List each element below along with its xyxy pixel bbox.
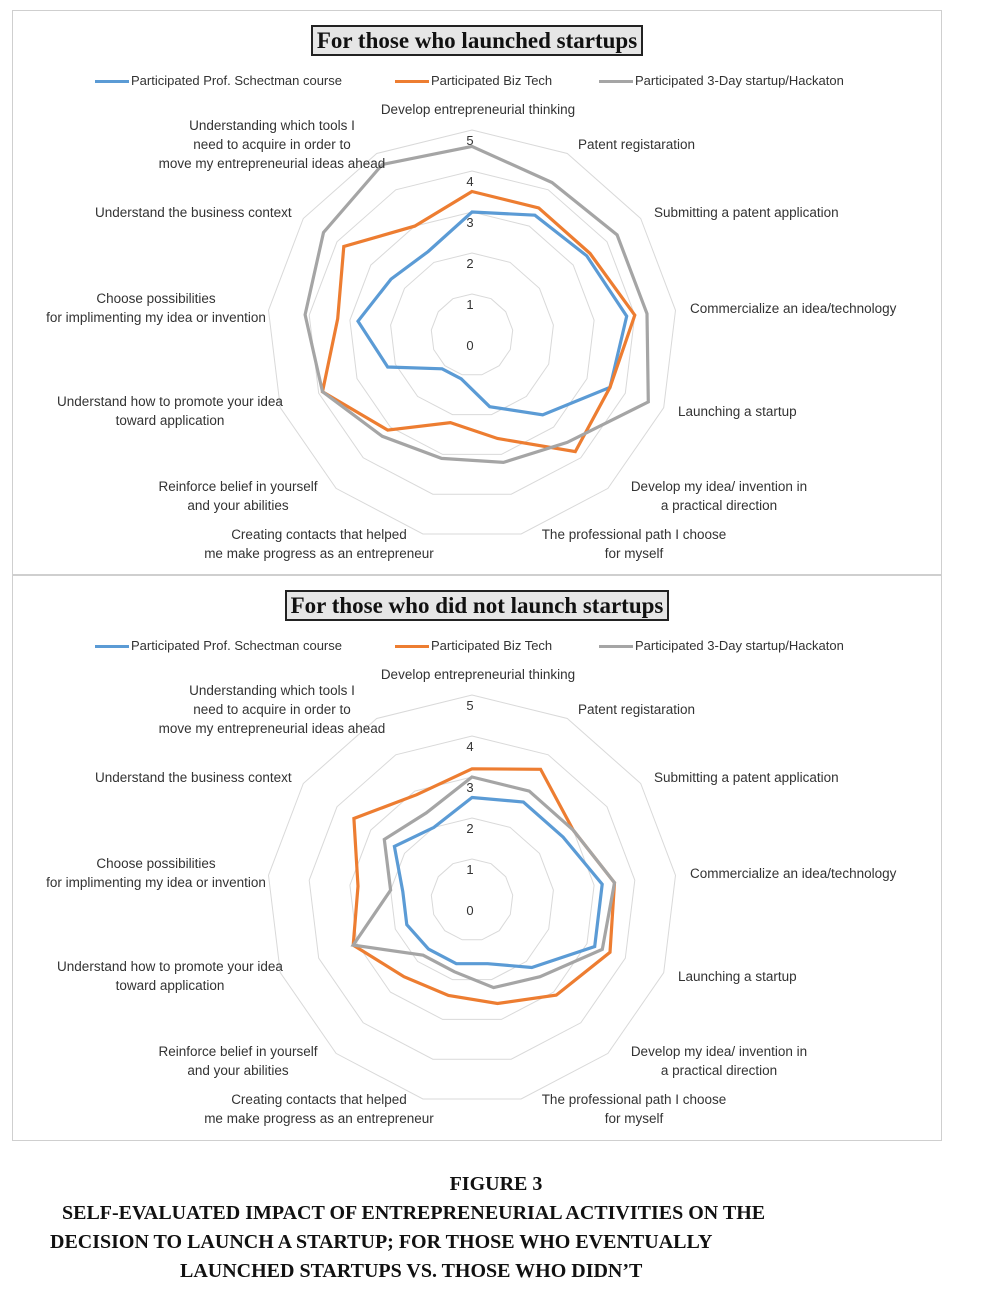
series-line (323, 192, 635, 452)
caption-line: DECISION TO LAUNCH A STARTUP; FOR THOSE WHO EVENTUALLY (50, 1231, 713, 1253)
axis-label: Understanding which tools I need to acquire in order to move my entrepreneurial ideas ahead (158, 683, 386, 736)
tick-label: 4 (466, 739, 474, 754)
chart-title: For those who launched startups (311, 25, 643, 56)
legend-label: Participated Biz Tech (431, 638, 553, 653)
axis-label: Creating contacts that helped me make progress as an entrepreneur (204, 1092, 434, 1126)
axis-label: Understand how to promote your idea toward application (57, 394, 283, 428)
figure-caption (0, 1170, 982, 1282)
radar-panel-not-launched (12, 575, 942, 1141)
axis-label: Commercialize an idea/technology (690, 866, 897, 881)
legend-label: Participated 3-Day startup/Hackaton (635, 638, 844, 653)
radar-panel-launched (12, 10, 942, 575)
tick-label: 2 (466, 821, 474, 836)
tick-label: 5 (466, 698, 474, 713)
series-line (353, 777, 614, 988)
tick-label: 5 (466, 133, 474, 148)
legend-label: Participated 3-Day startup/Hackaton (635, 73, 844, 88)
legend-label: Participated Prof. Schectman course (131, 638, 342, 653)
caption-figure-number: FIGURE 3 (449, 1173, 543, 1195)
axis-label: Understanding which tools I need to acquire in order to move my entrepreneurial ideas ahead (158, 118, 386, 171)
axis-label: The professional path I choose for myself (541, 1092, 727, 1126)
axis-label: Choose possibilities for implimenting my idea or invention (46, 291, 266, 325)
tick-label: 4 (466, 174, 474, 189)
axis-label: Understand the business context (95, 205, 292, 220)
grid-ring (350, 212, 594, 454)
axis-label: Reinforce belief in yourself and your abilities (158, 479, 318, 513)
axis-label: Submitting a patent application (654, 205, 839, 220)
caption-line: SELF-EVALUATED IMPACT OF ENTREPRENEURIAL ACTIVITIES ON THE (62, 1202, 766, 1224)
axis-label: Patent registaration (578, 702, 696, 717)
axis-label: Develop my idea/ invention in a practical direction (630, 479, 808, 513)
legend-label: Participated Prof. Schectman course (131, 73, 342, 88)
tick-label: 3 (466, 780, 474, 795)
chart-title: For those who did not launch startups (285, 590, 670, 621)
axis-label: Creating contacts that helped me make progress as an entrepreneur (204, 527, 434, 561)
axis-label: Commercialize an idea/technology (690, 301, 897, 316)
axis-label: Reinforce belief in yourself and your abilities (158, 1044, 318, 1078)
tick-label: 0 (466, 903, 474, 918)
axis-label: Develop my idea/ invention in a practical direction (630, 1044, 808, 1078)
series-line (358, 212, 627, 415)
tick-label: 1 (466, 297, 474, 312)
caption-line: LAUNCHED STARTUPS VS. THOSE WHO DIDN’T (180, 1260, 643, 1282)
axis-label: Patent registaration (578, 137, 696, 152)
axis-label: Launching a startup (678, 969, 797, 984)
axis-label: Launching a startup (678, 404, 797, 419)
axis-label: Develop entrepreneurial thinking (380, 667, 576, 682)
tick-label: 2 (466, 256, 474, 271)
axis-label: Understand the business context (95, 770, 292, 785)
tick-label: 3 (466, 215, 474, 230)
tick-label: 0 (466, 338, 474, 353)
tick-label: 1 (466, 862, 474, 877)
axis-label: Submitting a patent application (654, 770, 839, 785)
legend-label: Participated Biz Tech (431, 73, 553, 88)
axis-label: Understand how to promote your idea toward application (57, 959, 283, 993)
radar-chart (13, 576, 941, 1140)
axis-label: The professional path I choose for myself (541, 527, 727, 561)
radar-chart (13, 11, 941, 574)
axis-label: Choose possibilities for implimenting my idea or invention (46, 856, 266, 890)
axis-label: Develop entrepreneurial thinking (380, 102, 576, 117)
